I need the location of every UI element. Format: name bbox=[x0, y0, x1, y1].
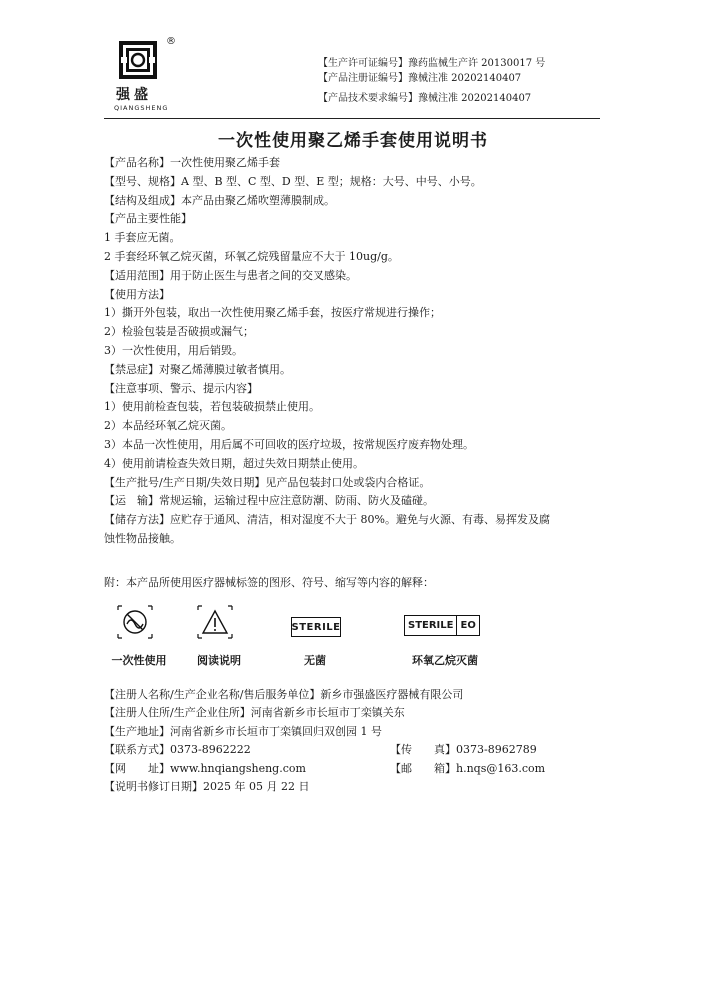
transport: 【运 输】常规运输，运输过程中应注意防潮、防雨、防火及磕碰。 bbox=[104, 494, 434, 508]
registered-mark: ® bbox=[166, 36, 176, 47]
product-name: 【产品名称】一次性使用聚乙烯手套 bbox=[104, 156, 280, 169]
production-address: 【生产地址】河南省新乡市长垣市丁栾镇回归双创园 1 号 bbox=[104, 724, 382, 738]
usage-heading: 【使用方法】 bbox=[104, 287, 170, 301]
sterile-icon bbox=[291, 617, 341, 637]
model-spec: 【型号、规格】A 型、B 型、C 型、D 型、E 型；规格：大号、中号、小号。 bbox=[104, 174, 482, 188]
performance-item: 1 手套应无菌。 bbox=[104, 231, 181, 245]
usage-step: 1）撕开外包装，取出一次性使用聚乙烯手套，按医疗常规进行操作； bbox=[104, 306, 441, 320]
warning-triangle-icon bbox=[192, 602, 238, 642]
header-divider bbox=[104, 118, 600, 119]
logo-brand-en: QIANGSHENG bbox=[114, 104, 169, 112]
sterile-eo-box-text: STERILE bbox=[408, 620, 454, 631]
precaution-item: 3）本品一次性使用，用后属不可回收的医疗垃圾，按常规医疗废弃物处理。 bbox=[104, 437, 474, 451]
website: 【网 址】www.hnqiangsheng.com bbox=[104, 761, 306, 775]
company-info bbox=[104, 686, 624, 796]
tech-requirement-number: 【产品技术要求编号】豫械注准 20202140407 bbox=[318, 93, 532, 104]
company-logo bbox=[114, 36, 176, 116]
do-not-reuse-icon bbox=[112, 602, 158, 642]
symbol-single-use bbox=[112, 602, 158, 642]
sterile-box-text: STERILE bbox=[291, 621, 341, 633]
email: 【邮 箱】h.nqs@163.com bbox=[390, 761, 546, 775]
fax: 【传 真】0373-8962789 bbox=[390, 743, 537, 757]
storage-continued: 蚀性物品接触。 bbox=[104, 531, 181, 545]
read-instructions-label: 阅读说明 bbox=[197, 654, 241, 667]
eo-sterile-label: 环氧乙烷灭菌 bbox=[412, 654, 478, 667]
usage-step: 3）一次性使用，用后销毁。 bbox=[104, 343, 243, 357]
sterile-label: 无菌 bbox=[304, 654, 326, 667]
performance-item: 2 手套经环氧乙烷灭菌，环氧乙烷残留量应不大于 10ug/g。 bbox=[104, 249, 399, 263]
logo-brand-cn: 强盛 bbox=[116, 87, 152, 103]
precautions-heading: 【注意事项、警示、提示内容】 bbox=[104, 381, 258, 395]
sterile-eo-icon bbox=[404, 615, 480, 636]
contraindication: 【禁忌症】对聚乙烯薄膜过敏者慎用。 bbox=[104, 362, 291, 376]
precaution-item: 4）使用前请检查失效日期，超过失效日期禁止使用。 bbox=[104, 456, 364, 470]
logo-emblem-icon bbox=[118, 40, 158, 80]
precaution-item: 1）使用前检查包装，若包装破损禁止使用。 bbox=[104, 400, 320, 414]
storage: 【储存方法】应贮存于通风、清洁，相对湿度不大于 80%。避免与火源、有毒、易挥发及腐 bbox=[104, 513, 550, 527]
symbol-read-instructions bbox=[192, 602, 238, 642]
production-license: 【生产许可证编号】豫药监械生产许 20130017 号 bbox=[318, 58, 546, 69]
structure-composition: 【结构及组成】本产品由聚乙烯吹塑薄膜制成。 bbox=[104, 193, 335, 207]
registrant-name: 【注册人名称/生产企业名称/售后服务单位】新乡市强盛医疗器械有限公司 bbox=[104, 688, 464, 701]
single-use-label: 一次性使用 bbox=[111, 654, 167, 667]
eo-box-text: EO bbox=[456, 616, 478, 635]
symbols-intro: 附：本产品所使用医疗器械标签的图形、符号、缩写等内容的解释： bbox=[104, 576, 434, 589]
registrant-address: 【注册人住所/生产企业住所】河南省新乡市长垣市丁栾镇关东 bbox=[104, 706, 405, 720]
phone: 【联系方式】0373-8962222 bbox=[104, 743, 251, 757]
contact-row bbox=[104, 741, 624, 759]
scope-of-use: 【适用范围】用于防止医生与患者之间的交叉感染。 bbox=[104, 268, 357, 282]
precaution-item: 2）本品经环氧乙烷灭菌。 bbox=[104, 419, 232, 433]
web-row bbox=[104, 760, 624, 778]
usage-step: 2）检验包装是否破损或漏气； bbox=[104, 325, 254, 339]
page-title: 一次性使用聚乙烯手套使用说明书 bbox=[218, 131, 488, 151]
instructions-body bbox=[104, 154, 614, 549]
registration-number: 【产品注册证编号】豫械注准 20202140407 bbox=[318, 73, 522, 84]
revision-date: 【说明书修订日期】2025 年 05 月 22 日 bbox=[104, 779, 310, 793]
batch-info: 【生产批号/生产日期/失效日期】见产品包装封口处或袋内合格证。 bbox=[104, 475, 431, 489]
performance-heading: 【产品主要性能】 bbox=[104, 212, 192, 226]
